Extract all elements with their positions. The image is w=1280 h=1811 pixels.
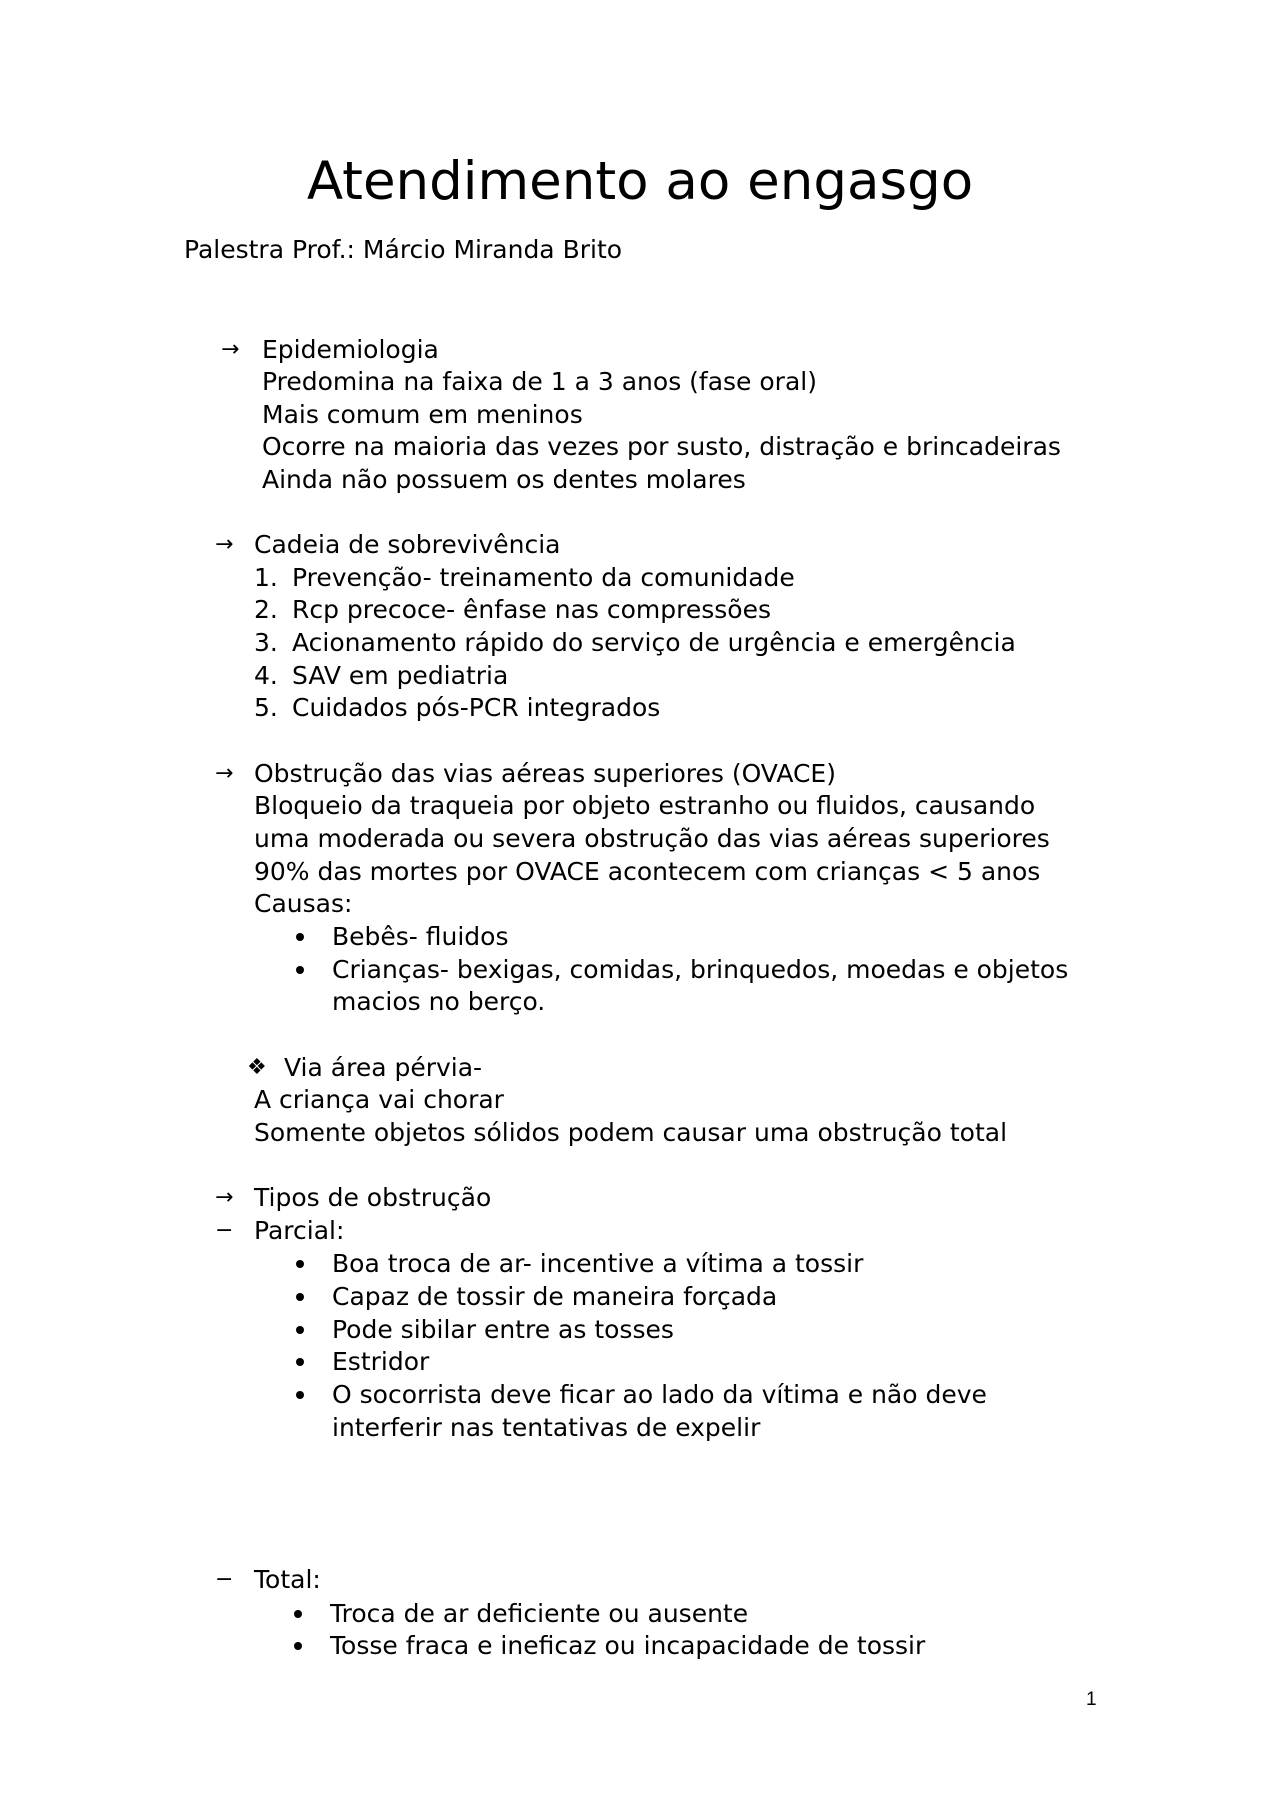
bullet-icon xyxy=(296,1260,304,1268)
document-subtitle: Palestra Prof.: Márcio Miranda Brito xyxy=(184,235,623,264)
section-heading-tipos: Tipos de obstrução xyxy=(254,1183,492,1212)
causa-item-continuation: macios no berço. xyxy=(332,987,546,1016)
total-item: Troca de ar deficiente ou ausente xyxy=(330,1599,749,1628)
bullet-icon xyxy=(294,1642,302,1650)
ovace-line: uma moderada ou severa obstrução das vias aéreas superiores xyxy=(254,824,1050,853)
epidemiologia-line: Mais comum em meninos xyxy=(262,400,583,429)
cadeia-item-text: SAV em pediatria xyxy=(292,661,509,690)
ovace-line: 90% das mortes por OVACE acontecem com crianças < 5 anos xyxy=(254,857,1041,886)
parcial-item-continuation: interferir nas tentativas de expelir xyxy=(332,1413,761,1442)
parcial-item: Capaz de tossir de maneira forçada xyxy=(332,1282,778,1311)
parcial-item: Pode sibilar entre as tosses xyxy=(332,1315,674,1344)
bullet-icon xyxy=(296,966,304,974)
arrow-marker: → xyxy=(215,761,234,786)
cadeia-item-number: 1. xyxy=(254,563,278,592)
dash-marker: − xyxy=(215,1218,234,1243)
bullet-icon xyxy=(296,1391,304,1399)
causa-item: Bebês- fluidos xyxy=(332,922,509,951)
section-heading-cadeia: Cadeia de sobrevivência xyxy=(254,530,561,559)
cadeia-item-number: 5. xyxy=(254,693,278,722)
cadeia-item-number: 4. xyxy=(254,661,278,690)
section-heading-ovace: Obstrução das vias aéreas superiores (OVACE) xyxy=(254,759,836,788)
section-heading-via-aerea: Via área pérvia- xyxy=(284,1053,483,1082)
total-item: Tosse fraca e ineficaz ou incapacidade de tossir xyxy=(330,1631,926,1660)
bullet-icon xyxy=(296,1358,304,1366)
parcial-item: Boa troca de ar- incentive a vítima a tossir xyxy=(332,1249,864,1278)
diamond-icon: ❖ xyxy=(247,1055,267,1080)
bullet-icon xyxy=(294,1610,302,1618)
parcial-label: Parcial: xyxy=(254,1216,345,1245)
arrow-marker: → xyxy=(221,337,240,362)
cadeia-item-text: Rcp precoce- ênfase nas compressões xyxy=(292,595,772,624)
epidemiologia-line: Ocorre na maioria das vezes por susto, distração e brincadeiras xyxy=(262,432,1061,461)
bullet-icon xyxy=(296,933,304,941)
parcial-item: Estridor xyxy=(332,1347,430,1376)
via-aerea-line: Somente objetos sólidos podem causar uma obstrução total xyxy=(254,1118,1008,1147)
cadeia-item-number: 2. xyxy=(254,595,278,624)
via-aerea-line: A criança vai chorar xyxy=(254,1085,504,1114)
page-number: 1 xyxy=(1086,1689,1097,1710)
total-label: Total: xyxy=(254,1565,321,1594)
bullet-icon xyxy=(296,1326,304,1334)
parcial-item: O socorrista deve ficar ao lado da vítima e não deve xyxy=(332,1380,987,1409)
epidemiologia-line: Predomina na faixa de 1 a 3 anos (fase oral) xyxy=(262,367,817,396)
cadeia-item-text: Prevenção- treinamento da comunidade xyxy=(292,563,795,592)
arrow-marker: → xyxy=(215,1185,234,1210)
section-heading-epidemiologia: Epidemiologia xyxy=(262,335,439,364)
bullet-icon xyxy=(296,1293,304,1301)
ovace-line: Causas: xyxy=(254,889,353,918)
dash-marker: − xyxy=(215,1567,234,1592)
document-title: Atendimento ao engasgo xyxy=(306,151,974,212)
epidemiologia-line: Ainda não possuem os dentes molares xyxy=(262,465,746,494)
cadeia-item-text: Acionamento rápido do serviço de urgência e emergência xyxy=(292,628,1016,657)
cadeia-item-number: 3. xyxy=(254,628,278,657)
ovace-line: Bloqueio da traqueia por objeto estranho ou fluidos, causando xyxy=(254,791,1036,820)
causa-item: Crianças- bexigas, comidas, brinquedos, moedas e objetos xyxy=(332,955,1069,984)
arrow-marker: → xyxy=(215,532,234,557)
cadeia-item-text: Cuidados pós-PCR integrados xyxy=(292,693,661,722)
